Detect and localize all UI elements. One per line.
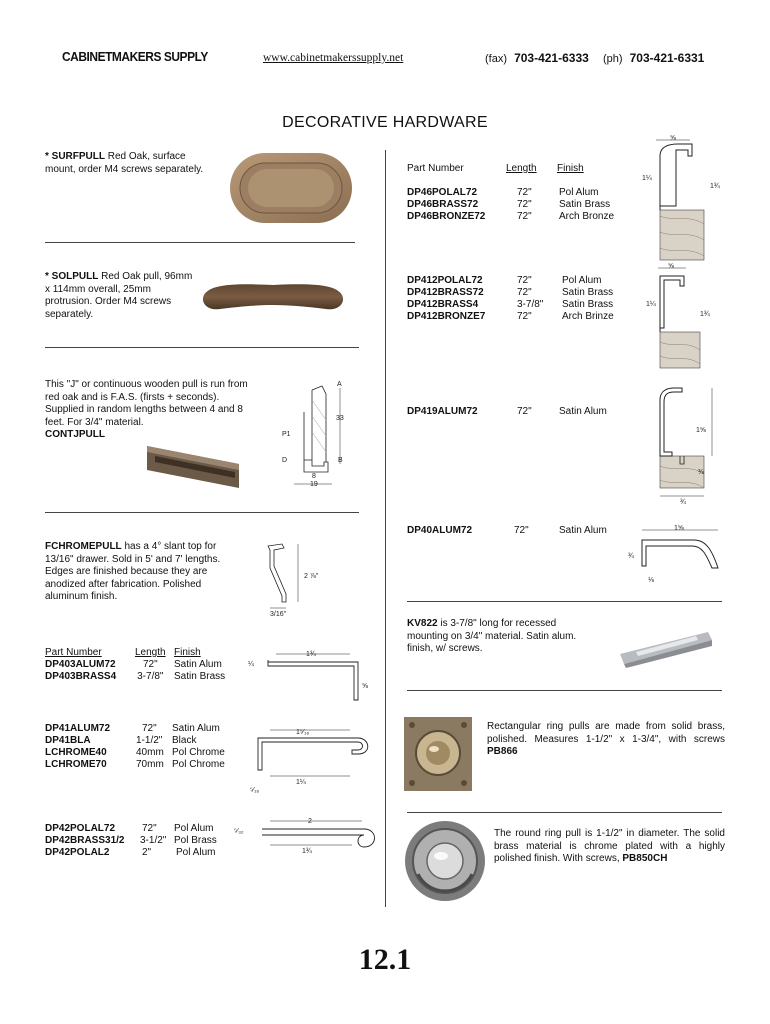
left-finish-column-1 [174,647,225,683]
right-g2-finish-2: Satin Brass [562,299,614,310]
right-g2-finish-3: Arch Brinze [562,311,614,322]
dim-contj-19: 19 [310,481,318,488]
divider-2 [45,347,359,348]
left-g3-finish-2: Pol Alum [176,847,216,858]
left-g2-length-0: 72" [142,723,157,734]
left-finish-column-3 [174,823,217,859]
left-part-column-2 [45,723,110,771]
solpull-description [45,271,195,321]
right-g4-finish: Satin Alum [559,525,607,536]
dim-dp46-left: 1¼ [642,175,652,182]
dim-contj-b: B [338,457,343,464]
left-header-length: Length [135,647,166,658]
divider-1 [45,242,355,243]
right-g2-length-2: 3-7/8" [517,299,544,310]
right-header-finish-label: Finish [557,163,584,174]
pb866-image [402,715,474,793]
right-g4-part: DP40ALUM72 [407,525,473,536]
kv822-text: is 3-7/8" long for recessed mounting on 3/4" material. Satin alum. finish, w/ screws. [407,618,577,654]
fax-number: 703-421-6333 [514,51,589,65]
solpull-name: * SOLPULL [45,271,99,282]
left-g2-length-2: 40mm [136,747,164,758]
right-header-finish [557,163,584,175]
dim-dp41-small: ⁵⁄₁₆ [250,787,260,794]
right-g2-part-2: DP412BRASS4 [407,299,479,310]
right-g1-part-2: DP46BRONZE72 [407,211,486,222]
page-number: 12.1 [358,943,412,976]
left-g1-length-1: 3-7/8" [137,671,164,682]
left-finish-column-2 [172,723,225,771]
left-g3-part-2: DP42POLAL2 [45,847,110,858]
dim-dp40-top: 1⅝ [674,525,684,532]
dp419-diagram [650,382,724,512]
right-g4-length: 72" [514,525,529,536]
dim-fchrome-width: 3/16" [270,611,287,618]
left-g1-part-0: DP403ALUM72 [45,659,116,670]
right-g2-length-1: 72" [517,287,532,298]
left-length-column-2 [136,723,164,771]
kv822-image [616,626,716,670]
right-g3-part: DP419ALUM72 [407,406,478,417]
right-g2-length-3: 72" [517,311,532,322]
right-header-part-label: Part Number [407,163,464,174]
right-header-part [407,163,464,175]
left-g3-length-2: 2" [142,847,152,858]
left-g3-length-1: 3-1/2" [140,835,167,846]
right-g1-finish-2: Arch Bronze [559,211,615,222]
left-header-finish: Finish [174,647,201,658]
left-g3-length-0: 72" [142,823,157,834]
dim-contj-p1: P1 [282,431,291,438]
kv822-description [407,618,597,656]
left-g2-part-2: LCHROME40 [45,747,107,758]
right-g1-finish-1: Satin Brass [559,199,611,210]
fax-label: (fax) [485,53,507,65]
website-link[interactable]: www.cabinetmakerssupply.net [263,52,404,64]
contjpull-text: This "J" or continuous wooden pull is run from red oak and is F.A.S. (firsts + seconds). Supplied in random lengths between 4 and 8 feet. For 3/4" material. [45,379,248,428]
dp42-diagram [232,815,382,855]
dp403-diagram [246,650,376,706]
divider-right-2 [407,690,722,691]
pb866-name: PB866 [487,746,518,757]
right-g1-part-0: DP46POLAL72 [407,187,478,198]
right-g2-part-1: DP412BRASS72 [407,287,484,298]
brand-name: CABINETMAKERS SUPPLY [62,49,208,64]
right-length-column-1 [517,187,532,223]
divider-3 [45,512,359,513]
divider-right-1 [407,601,722,602]
left-g2-part-3: LCHROME70 [45,759,107,770]
left-g2-finish-1: Black [172,735,197,746]
dp46-diagram [630,136,720,266]
left-length-column-1 [135,647,166,683]
dim-dp42-left: ⁵⁄₃₂ [234,828,244,835]
surfpull-name: * SURFPULL [45,151,105,162]
left-g2-finish-0: Satin Alum [172,723,220,734]
pb850ch-description [494,828,725,866]
left-part-column-1 [45,647,116,683]
dim-dp403-left: ¼ [248,661,254,668]
right-finish-column-1 [559,187,614,223]
left-g3-part-1: DP42BRASS31/2 [45,835,125,846]
left-g1-finish-1: Satin Brass [174,671,226,682]
dim-dp46-top: ⅝ [670,135,676,142]
dim-contj-d: D [282,457,288,464]
pb866-text: Rectangular ring pulls are made from solid brass, polished. Measures 1-1/2" x 1-3/4", with screws [487,721,725,745]
surfpull-image [230,153,352,223]
dim-contj-a: A [337,381,342,388]
right-g2-length-0: 72" [517,275,532,286]
left-g2-finish-3: Pol Chrome [172,759,225,770]
right-header-length [506,163,537,175]
dim-dp40-left: ¾ [628,553,634,560]
left-g1-part-1: DP403BRASS4 [45,671,117,682]
right-g1-length-0: 72" [517,187,532,198]
dim-contj-8: 8 [312,473,316,480]
dim-dp403-right: ⅝ [362,683,368,690]
dim-dp412-right: 1¾ [700,311,710,318]
surfpull-description [45,151,205,176]
solpull-image [200,281,346,315]
fchromepull-text: has a 4° slant top for 13/16" drawer. Sold in 5' and 7' lengths. Edges are finished because they are anodized after fabrication. Polished aluminum finish. [45,541,221,602]
left-g3-part-0: DP42POLAL72 [45,823,116,834]
solpull-text: Red Oak pull, 96mm x 114mm overall, 25mm protrusion. Order M4 screws separately. [45,271,193,320]
kv822-name: KV822 [407,618,438,629]
left-g1-finish-0: Satin Alum [174,659,222,670]
pb850ch-text: The round ring pull is 1-1/2" in diameter. The solid brass material is chrome plated with a highly polished finish. With screws, [494,828,725,864]
left-g2-part-1: DP41BLA [45,735,91,746]
divider-right-3 [407,812,722,813]
dim-dp46-right: 1¾ [710,183,720,190]
dim-dp41-top: 1⁵⁄₁₆ [296,729,310,736]
dim-dp40-bottom: ⅛ [648,577,654,584]
dp412-diagram [638,262,720,372]
page-title: DECORATIVE HARDWARE [282,114,488,131]
dim-dp419-side: 1⅝ [696,427,706,434]
dim-dp41-bottom: 1¼ [296,779,306,786]
right-g1-finish-0: Pol Alum [559,187,599,198]
fax-contact [485,51,589,65]
pb850ch-name: PB850CH [622,853,668,864]
left-g2-length-3: 70mm [136,759,164,770]
right-g1-length-2: 72" [517,211,532,222]
contjpull-description [45,379,255,442]
dim-dp42-bottom: 1¾ [302,848,312,855]
fchromepull-diagram [262,538,342,618]
contjpull-profile-diagram [282,380,352,488]
phone-contact [603,51,704,65]
right-g3-length: 72" [517,406,532,417]
dim-fchrome-height: 2 ⅞" [304,573,319,580]
right-g3-finish: Satin Alum [559,406,607,417]
left-g2-finish-2: Pol Chrome [172,747,225,758]
column-divider [385,150,386,907]
right-part-column-2 [407,275,485,323]
dim-dp412-top: ⅝ [668,263,674,270]
right-part-column-1 [407,187,485,223]
dp40-diagram [626,522,726,588]
left-g2-length-1: 1-1/2" [136,735,163,746]
fchromepull-description [45,541,245,604]
right-g2-finish-0: Pol Alum [562,275,602,286]
contjpull-name: CONTJPULL [45,429,105,440]
pb866-description [487,721,725,759]
dim-dp419-bottom: ¾ [680,499,686,506]
dp41-diagram [240,726,380,796]
fchromepull-name: FCHROMEPULL [45,541,122,552]
dim-dp403-top: 1¾ [306,651,316,658]
left-part-column-3 [45,823,124,859]
right-g1-part-1: DP46BRASS72 [407,199,479,210]
left-header-part: Part Number [45,647,102,658]
left-g3-finish-0: Pol Alum [174,823,214,834]
right-g2-part-3: DP412BRONZE7 [407,311,486,322]
phone-number: 703-421-6331 [629,51,705,65]
dim-dp419-mid: ⅜ [698,469,704,476]
right-length-column-2 [517,275,543,323]
left-g2-part-0: DP41ALUM72 [45,723,111,734]
pb850ch-image [404,820,486,902]
dim-contj-33: 33 [336,415,344,422]
left-g1-length-0: 72" [142,659,158,670]
left-g3-finish-1: Pol Brass [174,835,217,846]
right-g1-length-1: 72" [517,199,532,210]
right-g2-finish-1: Satin Brass [562,287,614,298]
right-g2-part-0: DP412POLAL72 [407,275,483,286]
phone-label: (ph) [603,53,623,65]
contjpull-image [145,442,243,492]
surfpull-text: Red Oak, surface mount, order M4 screws separately. [45,151,204,175]
right-header-length-label: Length [506,163,537,174]
dim-dp42-top: 2 [308,818,312,825]
right-finish-column-2 [562,275,614,323]
dim-dp412-left: 1¼ [646,301,656,308]
left-length-column-3 [140,823,166,859]
